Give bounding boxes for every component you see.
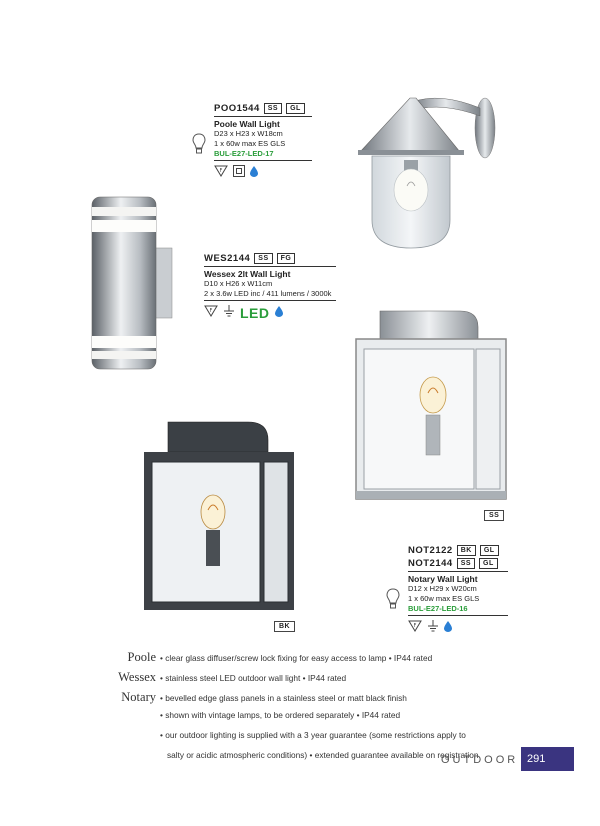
wessex-spec [204,253,336,320]
description-text: • shown with vintage lamps, to be ordered separately • IP44 rated [160,710,401,720]
description-row [86,670,526,690]
description-name: Wessex [118,670,156,684]
notary-bulb-icon [386,588,400,615]
poole-dims: D23 x H23 x W18cm [214,129,283,138]
poole-wall-light-image [350,90,505,260]
notary-code-bk: NOT2122 [408,544,453,556]
notary-code-ss: NOT2144 [408,557,453,569]
poole-code: POO1544 [214,102,260,114]
double-insulated-icon [233,165,245,180]
led-label: LED [240,304,270,321]
notary-finish-bk: BK [457,545,476,556]
poole-lamp: 1 x 60w max ES GLS [214,139,286,148]
description-text: • our outdoor lighting is supplied with a 3 year guarantee (some restrictions apply to [160,730,466,740]
notary-bk-finish-tag: BK [274,621,295,632]
description-text: • stainless steel LED outdoor wall light • IP44 rated [160,673,347,683]
product-descriptions [86,650,526,770]
description-row [86,730,526,750]
description-name: Poole [127,650,156,664]
description-row [86,710,526,730]
class-ii-triangle-icon [214,165,228,180]
wessex-finish-fg: FG [277,253,296,264]
earth-icon [427,620,439,635]
notary-title: Notary Wall Light [408,571,508,584]
ip-rated-drop-icon [275,306,283,320]
section-label: OUTDOOR [441,754,519,766]
poole-bulb-icon [192,133,206,160]
description-text: salty or acidic atmospheric conditions) • extended guarantee available on registration [167,750,479,760]
notary-bulb-code: BUL-E27-LED-16 [408,604,508,616]
description-text: • bevelled edge glass panels in a stainless steel or matt black finish [160,693,407,703]
poole-bulb-code: BUL-E27-LED-17 [214,149,312,161]
poole-finish-ss: SS [264,103,282,114]
description-row [86,690,526,710]
earth-icon [223,305,235,320]
wessex-code: WES2144 [204,252,251,264]
notary-ss-image [350,305,510,505]
svg-text:F: F [219,168,223,174]
poole-finish-gl: GL [286,103,305,114]
notary-dims: D12 x H29 x W20cm [408,584,477,593]
svg-text:F: F [209,308,213,314]
poole-spec [214,103,312,180]
notary-ss-finish-tag: SS [484,510,504,521]
notary-lamp: 1 x 60w max ES GLS [408,594,480,603]
page-number: 291 [521,747,574,771]
description-name: Notary [121,690,156,704]
poole-title: Poole Wall Light [214,116,312,129]
notary-finish-gl-1: GL [480,545,499,556]
notary-finish-ss: SS [457,558,475,569]
notary-spec [408,545,508,635]
wessex-wall-light-image [88,193,178,373]
description-text: • clear glass diffuser/screw lock fixing for easy access to lamp • IP44 rated [160,653,433,663]
class-ii-triangle-icon [408,620,422,635]
notary-finish-gl-2: GL [479,558,498,569]
ip-rated-drop-icon [444,621,452,635]
svg-text:F: F [413,623,417,629]
wessex-finish-ss: SS [254,253,272,264]
ip-rated-drop-icon [250,166,258,180]
class-ii-triangle-icon [204,305,218,320]
notary-bk-image [140,418,300,613]
wessex-title: Wessex 2lt Wall Light [204,266,336,279]
description-row [86,650,526,670]
wessex-lamp: 2 x 3.6w LED inc / 411 lumens / 3000k [204,289,336,301]
wessex-dims: D10 x H26 x W11cm [204,279,273,288]
